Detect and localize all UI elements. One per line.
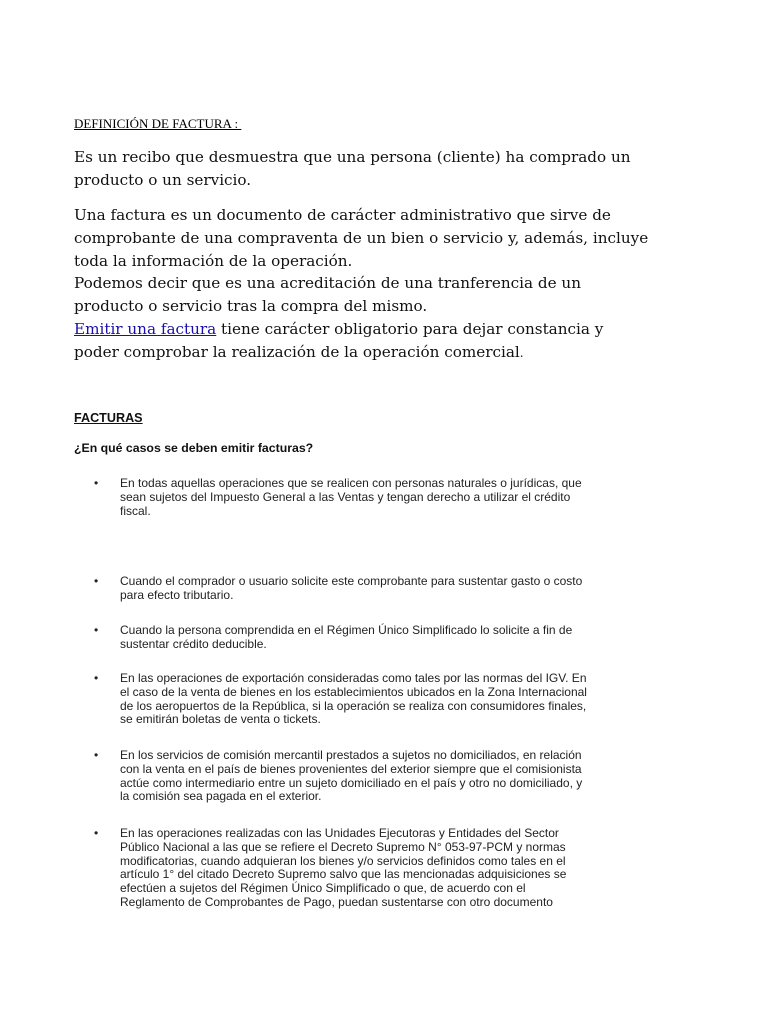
list-item-text — [120, 624, 630, 652]
definition-paragraph-1 — [74, 146, 634, 192]
list-item-line: En las operaciones realizadas con las Unidades Ejecutoras y Entidades del Sector — [120, 826, 559, 840]
paragraph-line: producto o servicio tras la compra del mismo. — [74, 297, 428, 316]
bullet-icon: • — [94, 574, 99, 588]
bullet-icon: • — [94, 826, 99, 840]
list-item-line: con la venta en el país de bienes provenientes del exterior siempre que el comisionista — [120, 761, 582, 776]
paragraph-line: Es un recibo que desmuestra que una persona (cliente) ha comprado un — [74, 148, 631, 166]
list-item-line: efectúen a sujetos del Régimen Único Simplificado o que, de acuerdo con el — [120, 881, 526, 896]
list-item-line: Cuando la persona comprendida en el Régimen Único Simplificado lo solicite a fin de — [120, 623, 573, 637]
facturas-heading: FACTURAS — [74, 411, 143, 425]
last-line-text: poder comprobar la realización de la operación comercial — [74, 342, 520, 361]
emitir-factura-link[interactable]: Emitir una factura — [74, 319, 217, 338]
definition-heading: DEFINICIÓN DE FACTURA : — [74, 116, 242, 131]
list-item-line: Reglamento de Comprobantes de Pago, puedan sustentarse con otro documento — [120, 894, 553, 909]
list-item-line: En todas aquellas operaciones que se realicen con personas naturales o jurídicas, que — [120, 476, 582, 490]
paragraph-line: comprobante de una compraventa de un bien o servicio y, además, incluye — [74, 228, 649, 247]
last-line-end: . — [519, 345, 524, 360]
list-item-line: Cuando el comprador o usuario solicite este comprobante para sustentar gasto o costo — [120, 574, 583, 588]
list-item-text — [120, 749, 630, 804]
paragraph-line: toda la información de la operación. — [74, 251, 353, 270]
list-item-line: artículo 1° del citado Decreto Supremo salvo que las mencionadas adquisiciones se — [120, 867, 567, 882]
list-item-line: la comisión sea pagada en el exterior. — [120, 789, 322, 804]
list-item-line: el caso de la venta de bienes en los establecimientos ubicados en la Zona Internacional — [120, 684, 587, 699]
paragraph-line: Una factura es un documento de carácter administrativo que sirve de — [74, 206, 611, 224]
list-item-line: fiscal. — [120, 503, 151, 518]
list-item-text — [120, 827, 630, 910]
list-item-line: En las operaciones de exportación consideradas como tales por las normas del IGV. En — [120, 671, 587, 685]
list-item-text — [120, 672, 630, 727]
list-item-line: para efecto tributario. — [120, 587, 234, 602]
list-item-line: sustentar crédito deducible. — [120, 636, 267, 651]
list-item-line: actúe como intermediario entre un sujeto domiciliado en el país y otro no domiciliado, y — [120, 775, 583, 790]
paragraph-line: Podemos decir que es una acreditación de una tranferencia de un — [74, 274, 581, 293]
facturas-question: ¿En qué casos se deben emitir facturas? — [74, 441, 314, 455]
bullet-icon: • — [94, 748, 99, 762]
definition-paragraph-2 — [74, 204, 649, 365]
paragraph-line: producto o un servicio. — [74, 170, 252, 189]
bullet-icon: • — [94, 623, 99, 637]
list-item-line: En los servicios de comisión mercantil prestados a sujetos no domiciliados, en relación — [120, 748, 582, 762]
list-item-line: se emitirán boletas de venta o tickets. — [120, 712, 321, 727]
bullet-icon: • — [94, 671, 99, 685]
link-line-rest: tiene carácter obligatorio para dejar constancia y — [216, 319, 604, 338]
paragraph-line-with-link — [74, 318, 634, 341]
list-item-text — [120, 575, 630, 603]
list-item-line: Público Nacional a las que se refiere el Decreto Supremo N° 053-97-PCM y normas — [120, 839, 566, 854]
list-item-line: modificatorias, cuando adquieran los bienes y/o servicios definidos como tales en el — [120, 853, 566, 868]
list-item-line: de los aeropuertos de la República, si la operación se realiza con consumidores finales, — [120, 698, 587, 713]
list-item-text — [120, 477, 630, 518]
list-item-line: sean sujetos del Impuesto General a las Ventas y tengan derecho a utilizar el crédito — [120, 489, 571, 504]
bullet-icon: • — [94, 476, 99, 490]
paragraph-line — [74, 341, 634, 365]
